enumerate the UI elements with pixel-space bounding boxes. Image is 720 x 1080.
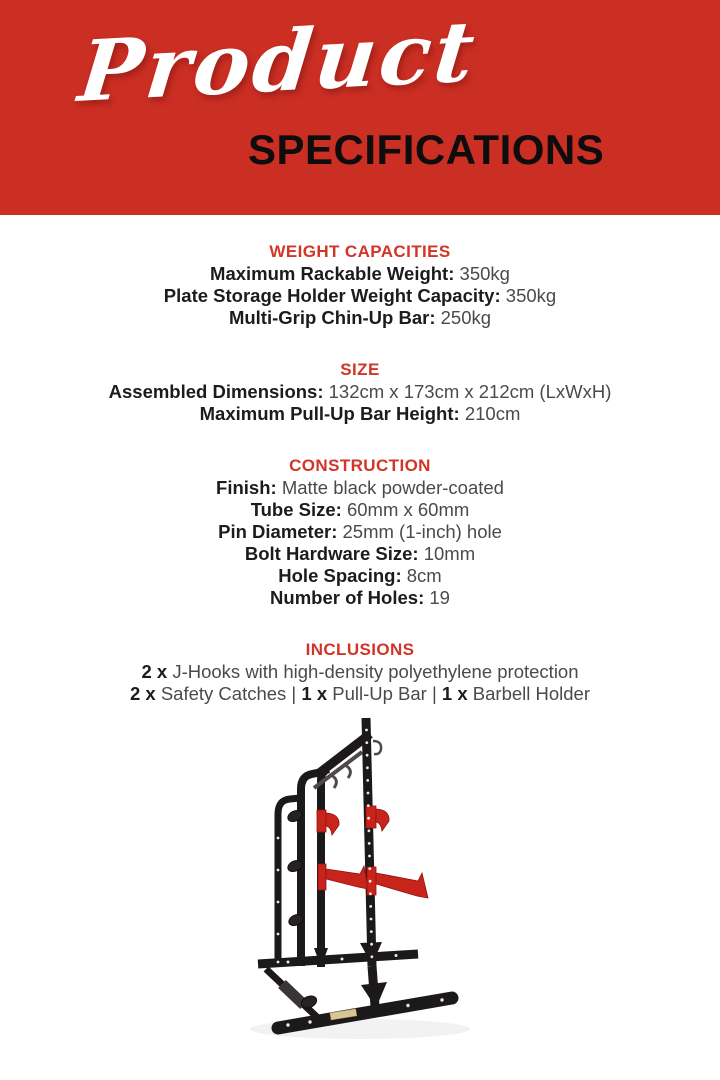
- spec-value: 19: [424, 587, 450, 608]
- spec-value: 8cm: [401, 565, 442, 586]
- spec-label: Tube Size:: [250, 499, 342, 520]
- spec-line: [0, 683, 720, 705]
- spec-label: Assembled Dimensions:: [108, 381, 324, 402]
- spec-value: 10mm: [418, 543, 476, 564]
- spec-label: Maximum Rackable Weight:: [210, 263, 455, 284]
- spec-label: Hole Spacing:: [278, 565, 402, 586]
- spec-value: J-Hooks with high-density polyethylene protection: [167, 661, 579, 682]
- spec-line: [0, 477, 720, 499]
- section-title: WEIGHT CAPACITIES: [269, 242, 451, 261]
- script-title: Product: [74, 1, 482, 121]
- spec-line: [0, 587, 720, 609]
- section-title: SIZE: [340, 360, 380, 379]
- spec-line: [0, 381, 720, 403]
- header-banner: [0, 0, 720, 215]
- spec-line: [0, 285, 720, 307]
- spec-label: Plate Storage Holder Weight Capacity:: [163, 285, 501, 306]
- spec-section-size: [0, 359, 720, 425]
- spec-section-construction: [0, 455, 720, 609]
- spec-value: 60mm x 60mm: [341, 499, 470, 520]
- spec-line: [0, 661, 720, 683]
- spec-value: Barbell Holder: [467, 683, 591, 704]
- spec-line: [0, 499, 720, 521]
- spec-label: Pin Diameter:: [218, 521, 338, 542]
- spec-value: 250kg: [435, 307, 492, 328]
- spec-value: 350kg: [500, 285, 557, 306]
- spec-value: Matte black powder-coated: [276, 477, 504, 498]
- spec-line: [0, 543, 720, 565]
- half-rack-illustration: [230, 714, 490, 1048]
- spec-value: Pull-Up Bar |: [327, 683, 442, 704]
- spec-line: [0, 307, 720, 329]
- spec-line: [0, 565, 720, 587]
- spec-line: [0, 403, 720, 425]
- spec-label: Number of Holes:: [270, 587, 425, 608]
- spec-label: 1 x: [441, 683, 468, 704]
- section-title: CONSTRUCTION: [289, 456, 431, 475]
- spec-value: 132cm x 173cm x 212cm (LxWxH): [323, 381, 612, 402]
- spec-label: Maximum Pull-Up Bar Height:: [199, 403, 460, 424]
- spec-section-inclusions: [0, 639, 720, 705]
- page-title: SPECIFICATIONS: [248, 126, 605, 173]
- spec-label: 2 x: [141, 661, 168, 682]
- spec-label: Bolt Hardware Size:: [244, 543, 419, 564]
- spec-sections: [0, 241, 720, 735]
- product-image: [230, 714, 490, 1048]
- spec-value: Safety Catches |: [155, 683, 302, 704]
- spec-label: 2 x: [129, 683, 156, 704]
- spec-value: 350kg: [454, 263, 510, 284]
- spec-line: [0, 263, 720, 285]
- spec-label: 1 x: [301, 683, 328, 704]
- spec-label: Finish:: [216, 477, 277, 498]
- spec-value: 25mm (1-inch) hole: [337, 521, 502, 542]
- spec-section-weight-capacities: [0, 241, 720, 329]
- spec-value: 210cm: [459, 403, 521, 424]
- section-title: INCLUSIONS: [305, 640, 415, 659]
- spec-line: [0, 521, 720, 543]
- spec-label: Multi-Grip Chin-Up Bar:: [228, 307, 436, 328]
